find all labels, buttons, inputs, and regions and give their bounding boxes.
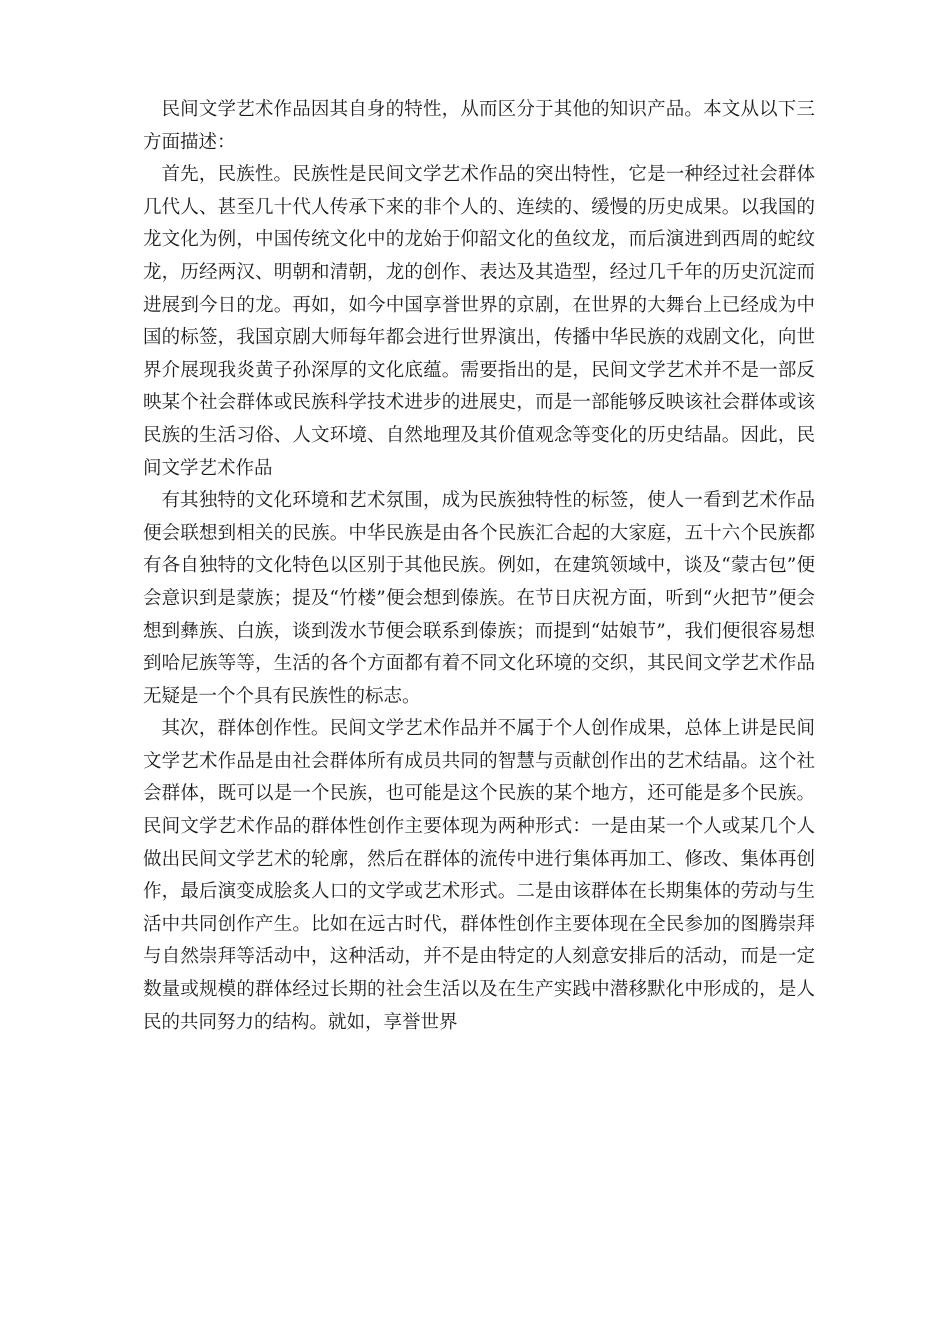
document-page [143,94,815,1039]
paragraph-ethnicity: 首先，民族性。民族性是民间文学艺术作品的突出特性，它是一种经过社会群体几代人、甚至几十代人传承下来的非个人的、连续的、缓慢的历史成果。以我国的龙文化为例，中国传统文化中的龙始于仰韶文化的鱼纹龙，而后演进到西周的蛇纹龙，历经两汉、明朝和清朝，龙的创作、表达及其造型，经过几千年的历史沉淀而进展到今日的龙。再如，如今中国享誉世界的京剧，在世界的大舞台上已经成为中国的标签，我国京剧大师每年都会进行世界演出，传播中华民族的戏剧文化，向世界介展现我炎黄子孙深厚的文化底蕴。需要指出的是，民间文学艺术并不是一部反映某个社会群体或民族科学技术进步的进展史，而是一部能够反映该社会群体或该民族的生活习俗、人文环境、自然地理及其价值观念等变化的历史结晶。因此，民间文学艺术作品 [143,164,815,479]
paragraph-ethnicity-continued: 有其独特的文化环境和艺术氛围，成为民族独特性的标签，使人一看到艺术作品便会联想到相关的民族。中华民族是由各个民族汇合起的大家庭，五十六个民族都有各自独特的文化特色以区别于其他民族。例如，在建筑领域中，谈及“蒙古包”便会意识到是蒙族；提及“竹楼”便会想到傣族。在节日庆祝方面，听到“火把节”便会想到彝族、白族，谈到泼水节便会联系到傣族；而提到“姑娘节”，我们便很容易想到哈尼族等等，生活的各个方面都有着不同文化环境的交织，其民间文学艺术作品无疑是一个个具有民族性的标志。 [143,490,815,707]
paragraph-intro: 民间文学艺术作品因其自身的特性，从而区分于其他的知识产品。本文从以下三方面描述： [143,99,815,153]
paragraph-collective-creation: 其次，群体创作性。民间文学艺术作品并不属于个人创作成果，总体上讲是民间文学艺术作品是由社会群体所有成员共同的智慧与贡献创作出的艺术结晶。这个社会群体，既可以是一个民族，也可能是这个民族的某个地方，还可能是多个民族。民间文学艺术作品的群体性创作主要体现为两种形式：一是由某一个人或某几个人做出民间文学艺术的轮廓，然后在群体的流传中进行集体再加工、修改、集体再创作，最后演变成脍炙人口的文学或艺术形式。二是由该群体在长期集体的劳动与生活中共同创作产生。比如在远古时代，群体性创作主要体现在全民参加的图腾崇拜与自然崇拜等活动中，这种活动，并不是由特定的人刻意安排后的活动，而是一定数量或规模的群体经过长期的社会生活以及在生产实践中潜移默化中形成的，是人民的共同努力的结构。就如，享誉世界 [143,718,815,1033]
